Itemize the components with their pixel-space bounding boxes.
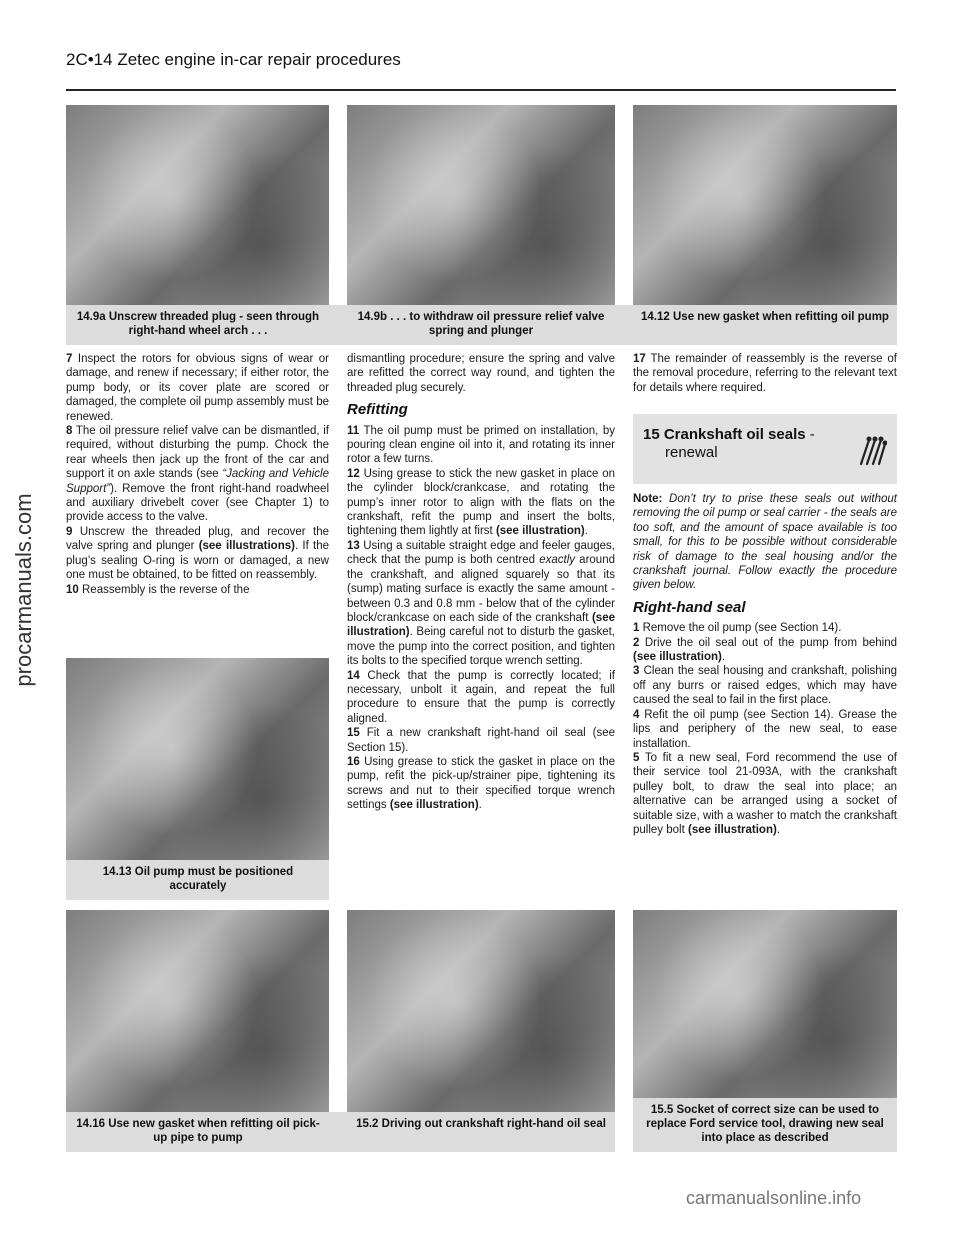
caption-14-9a: 14.9a Unscrew threaded plug - seen through right-hand wheel arch . . . — [76, 311, 320, 337]
step-1: 1 Remove the oil pump (see Section 14). — [633, 622, 842, 635]
photo-14-12 — [633, 105, 897, 305]
paragraph-13: 13 Using a suitable straight edge and feeler gauges, check that the pump is both centred exactly around the crankshaft, and aligned squarely so that its (sump) mating surface is exactly the same amount - between 0.3 and 0.8 mm - below that of the cylinder block/crankcase on each side of the crankshaft (see illustration). Being careful not to disturb the gasket, move the pump into the correct position, and tighten its bolts to the specified torque wrench setting. — [347, 539, 615, 668]
paragraph-14: 14 Check that the pump is correctly located; if necessary, unbolt it again, and repeat the full procedure to ensure that the pump is correctly aligned. — [347, 669, 615, 725]
text-column-2 — [347, 352, 615, 813]
difficulty-wrench-icon — [857, 434, 887, 468]
step-4: 4 Refit the oil pump (see Section 14). Grease the lips and periphery of the new seal, to ease installation. — [633, 708, 897, 750]
caption-15-2: 15.2 Driving out crankshaft right-hand oil seal — [356, 1118, 606, 1130]
photo-14-13 — [66, 658, 329, 860]
step-2: 2 Drive the oil seal out of the pump from behind (see illustration). — [633, 636, 897, 664]
paragraph-17: 17 The remainder of reassembly is the reverse of the removal procedure, referring to the relevant text for details where required. — [633, 353, 897, 394]
paragraph-11: 11 The oil pump must be primed on installation, by pouring clean engine oil into it, and rotating its inner rotor a few turns. — [347, 424, 615, 466]
paragraph-16: 16 Using grease to stick the gasket in place on the pump, refit the pick-up/strainer pipe, tightening its screws and nut to their specified torque wrench settings (see illustration). — [347, 755, 615, 812]
text-column-3 — [633, 492, 897, 837]
text-column-1 — [66, 352, 329, 597]
paragraph-9: 9 Unscrew the threaded plug, and recover the valve spring and plunger (see illustrations). If the plug’s sealing O-ring is worn or damaged, a new one must be obtained, to be fitted on reassembly. — [66, 525, 330, 582]
caption-14-9b: 14.9b . . . to withdraw oil pressure relief valve spring and plunger — [357, 311, 605, 337]
paragraph-8: 8 The oil pressure relief valve can be dismantled, if required, without disturbing the pump. Chock the rear wheels then jack up the front of the car and support it on axle stands (see “Jacking and Vehicle Support”). Remove the front right-hand roadwheel and auxiliary drivebelt cover (see Chapter 1) to provide access to the valve. — [66, 425, 329, 524]
paragraph-10-cont: dismantling procedure; ensure the spring and valve are refitted the correct way round, and tighten the threaded plug securely. — [347, 353, 615, 394]
section-15-box — [633, 414, 897, 484]
section-15-subtitle: renewal — [665, 444, 718, 461]
note-paragraph: Note: Don’t try to prise these seals out without removing the oil pump or seal carrier - the seals are too soft, and the amount of space available is too small, for this to be possible without considerable risk of damage to the seal housing and/or the crankshaft journal. Follow exactly the procedure given below. — [633, 493, 897, 592]
photo-15-5 — [633, 910, 897, 1098]
paragraph-15: 15 Fit a new crankshaft right-hand oil seal (see Section 15). — [347, 727, 615, 754]
paragraph-12: 12 Using grease to stick the new gasket in place on the cylinder block/crankcase, and rotating the pump’s inner rotor to align with the flats on the crankshaft, refit the pump and insert the bolts, tightening them lightly at first (see illustration). — [347, 467, 615, 538]
header-rule — [66, 89, 896, 91]
caption-15-5: 15.5 Socket of correct size can be used to replace Ford service tool, drawing new seal into place as described — [646, 1104, 884, 1144]
caption-14-12: 14.12 Use new gasket when refitting oil pump — [641, 311, 889, 323]
footer-watermark: carmanualsonline.info — [686, 1188, 862, 1208]
text-column-3-top — [633, 352, 897, 395]
paragraph-10: 10 Reassembly is the reverse of the — [66, 583, 250, 596]
page-header: 2C•14 Zetec engine in-car repair procedures — [66, 50, 401, 69]
photo-14-9b — [347, 105, 615, 305]
side-watermark-text: procarmanuals.com — [11, 493, 36, 687]
caption-14-16: 14.16 Use new gasket when refitting oil pick-up pipe to pump — [76, 1118, 320, 1144]
step-5: 5 To fit a new seal, Ford recommend the use of their service tool 21-093A, with the crankshaft pulley bolt, to draw the seal into place; an alternative can be arranged using a socket of suitable size, with a washer to match the crankshaft pulley bolt (see illustration). — [633, 751, 897, 836]
heading-right-hand-seal: Right-hand seal — [633, 598, 746, 616]
section-15-title: 15 Crankshaft oil seals - — [643, 426, 815, 443]
caption-14-13: 14.13 Oil pump must be positioned accurately — [102, 866, 294, 892]
step-3: 3 Clean the seal housing and crankshaft, polishing off any burrs or raised edges, which may have caused the seal to fail in the first place. — [633, 665, 897, 707]
photo-14-9a — [66, 105, 329, 305]
photo-14-16 — [66, 910, 329, 1112]
heading-refitting: Refitting — [347, 401, 408, 419]
photo-15-2 — [347, 910, 615, 1112]
side-watermark — [4, 470, 44, 710]
paragraph-7: 7 Inspect the rotors for obvious signs of wear or damage, and renew if necessary; if either rotor, the pump body, or its cover plate are scored or damaged, the complete oil pump assembly must be renewed. — [66, 353, 329, 423]
